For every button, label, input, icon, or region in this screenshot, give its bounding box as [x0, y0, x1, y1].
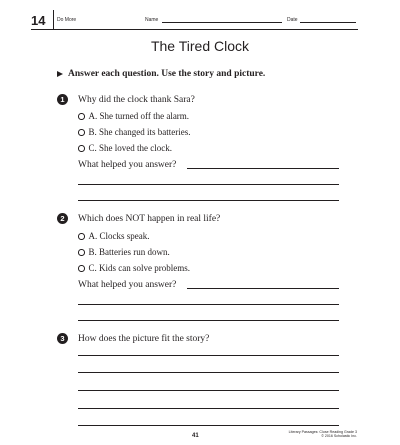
date-field[interactable] — [300, 22, 356, 23]
option-label: A. She turned off the alarm. — [88, 111, 190, 121]
answer-line[interactable] — [78, 390, 339, 391]
answer-line[interactable] — [187, 288, 339, 289]
radio-circle-icon[interactable] — [78, 145, 85, 152]
radio-circle-icon[interactable] — [78, 265, 85, 272]
option-label: A. Clocks speak. — [88, 231, 150, 241]
option-label: B. She changed its batteries. — [88, 127, 191, 137]
option-label: B. Batteries run down. — [88, 247, 170, 257]
answer-option[interactable] — [78, 111, 189, 122]
answer-line[interactable] — [78, 372, 339, 373]
question-text: Why did the clock thank Sara? — [78, 95, 195, 105]
arrow-right-icon — [57, 71, 63, 77]
radio-circle-icon[interactable] — [78, 129, 85, 136]
question-number-badge: 3 — [57, 333, 68, 344]
worksheet-header — [0, 0, 400, 30]
option-label: C. Kids can solve problems. — [88, 263, 190, 273]
option-label: C. She loved the clock. — [88, 143, 172, 153]
name-label: Name — [145, 17, 159, 23]
answer-line[interactable] — [187, 168, 339, 169]
credit-line: Literary Passages: Close Reading Grade 3 — [288, 430, 357, 434]
instruction — [57, 68, 265, 80]
radio-circle-icon[interactable] — [78, 249, 85, 256]
answer-option[interactable] — [78, 247, 170, 258]
header-divider — [53, 10, 54, 30]
followup-prompt: What helped you answer? — [78, 160, 177, 170]
date-label: Date — [287, 17, 298, 23]
radio-circle-icon[interactable] — [78, 113, 85, 120]
answer-line[interactable] — [78, 200, 339, 201]
question-text: How does the picture fit the story? — [78, 334, 210, 344]
answer-option[interactable] — [78, 263, 190, 274]
answer-line[interactable] — [78, 304, 339, 305]
name-field[interactable] — [162, 22, 282, 23]
answer-line[interactable] — [78, 320, 339, 321]
question-text: Which does NOT happen in real life? — [78, 214, 221, 224]
answer-line[interactable] — [78, 408, 339, 409]
page-number: 41 — [192, 433, 199, 439]
question-number-badge: 1 — [57, 94, 68, 105]
answer-option[interactable] — [78, 231, 150, 242]
section-label: Do More — [57, 17, 77, 23]
question-number-badge: 2 — [57, 213, 68, 224]
answer-line[interactable] — [78, 355, 339, 356]
answer-line[interactable] — [78, 184, 339, 185]
answer-option[interactable] — [78, 143, 172, 154]
page-title: The Tired Clock — [150, 38, 250, 54]
instruction-text: Answer each question. Use the story and picture. — [68, 69, 266, 79]
followup-prompt: What helped you answer? — [78, 280, 177, 290]
page-label: 14 — [31, 13, 46, 28]
footer-credit — [289, 430, 357, 439]
radio-circle-icon[interactable] — [78, 233, 85, 240]
credit-line: © 2016 Scholastic Inc. — [321, 434, 357, 439]
answer-line[interactable] — [78, 425, 339, 426]
answer-option[interactable] — [78, 127, 190, 138]
header-rule — [31, 29, 358, 30]
